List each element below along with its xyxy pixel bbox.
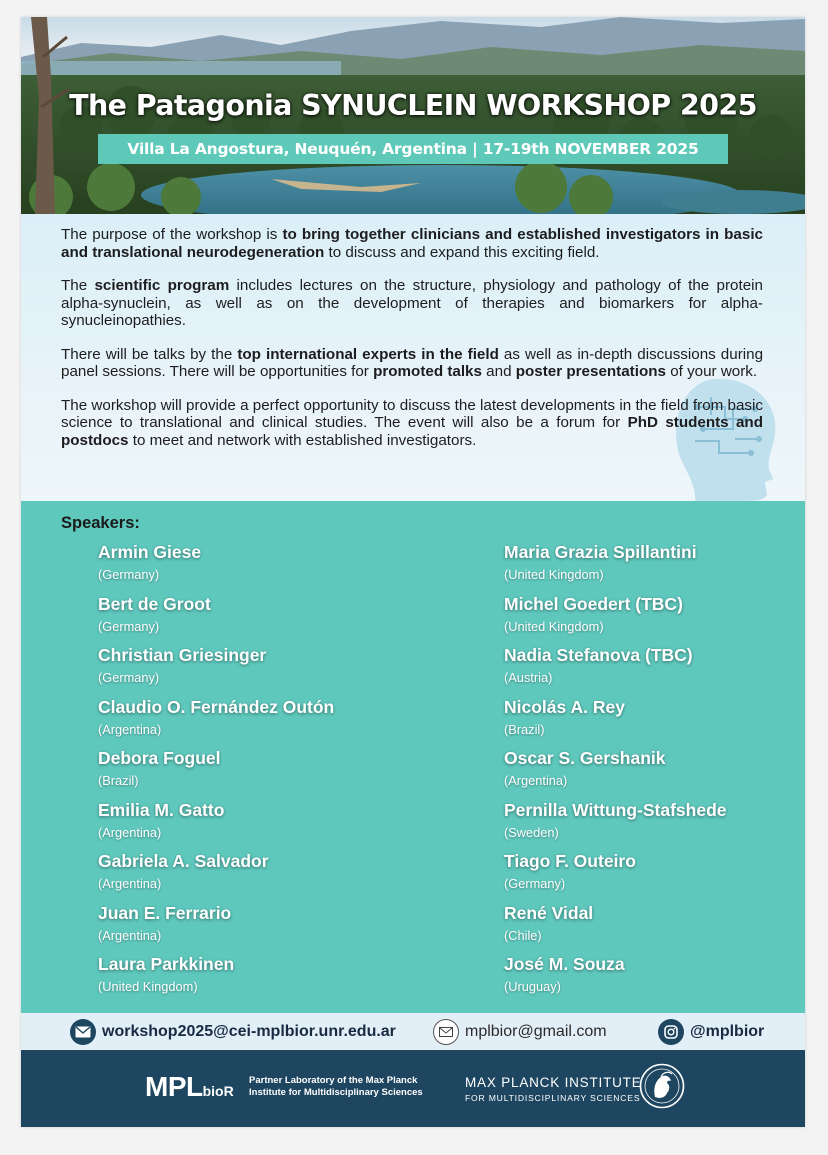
speaker-name: Debora Foguel: [98, 748, 221, 768]
speaker-entry: [98, 953, 418, 1005]
primary-email-text: workshop2025@cei-mplbior.unr.edu.ar: [102, 1022, 396, 1040]
speaker-name: Gabriela A. Salvador: [98, 851, 269, 871]
mpi-subtitle: FOR MULTIDISCIPLINARY SCIENCES: [465, 1093, 641, 1103]
mplbior-logo: MPLbioR: [145, 1071, 234, 1102]
instagram-link[interactable]: [658, 1013, 764, 1050]
speaker-country: (Uruguay): [504, 979, 561, 994]
speaker-name: Bert de Groot: [98, 593, 211, 614]
purpose-paragraph: The purpose of the workshop is to bring together clinicians and established investigators in basic and translational neurodegeneration to discuss and expand this exciting field.: [61, 226, 763, 261]
speaker-entry: [504, 799, 805, 851]
speakers-heading: Speakers:: [61, 514, 140, 532]
poster: [21, 17, 805, 1127]
speaker-entry: [98, 850, 418, 902]
location-date-banner: [98, 134, 728, 164]
talks-paragraph: There will be talks by the top international experts in the field as well as in-depth discussions during panel sessions. There will be opportunities for promoted talks and poster presentations of your work.: [61, 345, 764, 380]
speakers-right-column: [504, 541, 805, 1005]
speaker-country: (Argentina): [504, 773, 568, 788]
description-section: [21, 214, 805, 501]
secondary-email-text: mplbior@gmail.com: [465, 1022, 607, 1040]
speaker-entry: [504, 953, 805, 1005]
speaker-country: (United Kingdom): [504, 618, 604, 634]
speaker-country: (Sweden): [504, 824, 559, 840]
speaker-country: (Argentina): [98, 721, 162, 737]
speaker-country: (Argentina): [98, 824, 162, 840]
speakers-left-column: [98, 541, 418, 1005]
speaker-name: Oscar S. Gershanik: [504, 748, 666, 768]
speaker-country: (Brazil): [98, 773, 139, 788]
speaker-entry: [98, 747, 418, 799]
opportunity-paragraph: The workshop will provide a perfect opportunity to discuss the latest developments in the field from basic science to translational and clinical studies. The event will also be a forum for PhD students and postdocs to meet and network with established investigators.: [61, 396, 763, 449]
speaker-entry: [504, 593, 805, 645]
speaker-name: Emilia M. Gatto: [98, 799, 225, 820]
speaker-name: Armin Giese: [98, 542, 202, 562]
speaker-entry: [504, 902, 805, 954]
speaker-name: Christian Griesinger: [98, 645, 267, 665]
speaker-name: Nicolás A. Rey: [504, 696, 625, 717]
instagram-icon: [658, 1019, 684, 1045]
speaker-country: (United Kingdom): [504, 567, 604, 582]
speaker-name: José M. Souza: [504, 954, 625, 974]
speakers-section: [21, 501, 805, 1013]
speaker-name: Pernilla Wittung-Stafshede: [504, 799, 727, 820]
envelope-outline-icon: [433, 1019, 459, 1045]
primary-email-link[interactable]: [70, 1013, 396, 1050]
location-date-text: Villa La Angostura, Neuquén, Argentina | 17-19th NOVEMBER 2025: [127, 140, 699, 158]
program-paragraph: The scientific program includes lectures on the structure, physiology and pathology of the protein alpha-synuclein, as well as on the development of therapies and biomarkers for alpha-synucleinopathies.: [61, 277, 763, 329]
envelope-icon: [70, 1019, 96, 1045]
minerva-seal-icon: [639, 1063, 685, 1109]
secondary-email-link[interactable]: [433, 1013, 607, 1050]
speaker-country: (Chile): [504, 927, 542, 943]
speaker-name: Juan E. Ferrario: [98, 902, 232, 923]
speaker-country: (Germany): [98, 670, 160, 685]
footer: [21, 1050, 805, 1127]
speaker-country: (Argentina): [98, 876, 162, 891]
speaker-country: (Germany): [98, 618, 160, 634]
contact-bar: [21, 1013, 805, 1050]
speaker-country: (Argentina): [98, 927, 162, 943]
speaker-entry: [504, 747, 805, 799]
speaker-entry: [98, 541, 418, 593]
workshop-title: The Patagonia SYNUCLEIN WORKSHOP 2025: [69, 89, 757, 122]
speaker-name: Claudio O. Fernández Outón: [98, 696, 335, 717]
speaker-entry: [98, 644, 418, 696]
speaker-name: Laura Parkkinen: [98, 954, 235, 974]
speaker-name: Tiago F. Outeiro: [504, 851, 636, 871]
speaker-name: René Vidal: [504, 902, 594, 923]
speaker-name: Michel Goedert (TBC): [504, 593, 683, 614]
speaker-country: (Brazil): [504, 721, 545, 737]
speaker-entry: [98, 696, 418, 748]
speaker-entry: [504, 541, 805, 593]
hero-banner: [21, 17, 805, 214]
speaker-name: Maria Grazia Spillantini: [504, 542, 697, 562]
instagram-handle: @mplbior: [690, 1022, 765, 1040]
description-text: [61, 226, 763, 465]
partner-lab-text: Partner Laboratory of the Max Planck Institute for Multidisciplinary Sciences: [249, 1075, 423, 1098]
speaker-entry: [98, 902, 418, 954]
speaker-entry: [504, 696, 805, 748]
speaker-country: (Austria): [504, 670, 553, 685]
speaker-country: (Germany): [504, 876, 566, 891]
speaker-country: (Germany): [98, 567, 160, 582]
speaker-country: (United Kingdom): [98, 979, 198, 994]
speaker-entry: [98, 593, 418, 645]
mpi-name: MAX PLANCK INSTITUTE: [465, 1075, 642, 1090]
speaker-entry: [504, 644, 805, 696]
speaker-name: Nadia Stefanova (TBC): [504, 645, 693, 665]
speaker-entry: [504, 850, 805, 902]
speaker-entry: [98, 799, 418, 851]
